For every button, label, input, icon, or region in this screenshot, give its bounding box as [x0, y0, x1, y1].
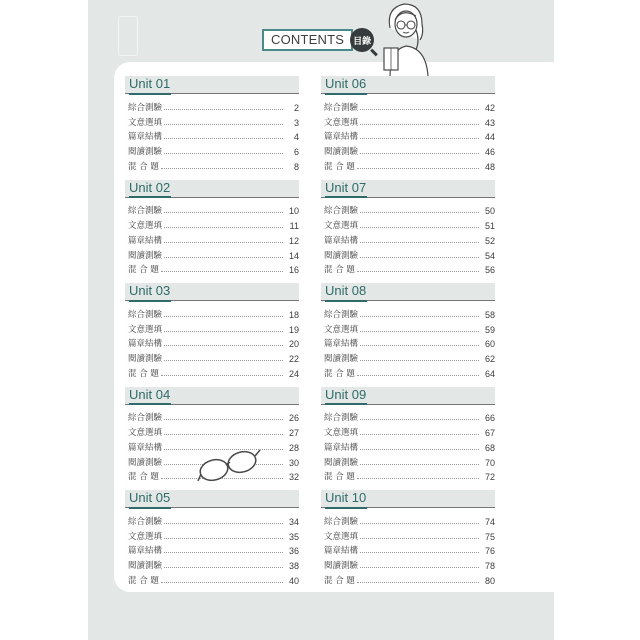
toc-label: 文意選填: [324, 117, 359, 128]
toc-row[interactable]: [321, 364, 495, 379]
toc-label: 篇章結構: [324, 546, 359, 557]
toc-page: 48: [484, 161, 495, 172]
toc-page: 28: [288, 442, 299, 453]
toc-page: 36: [288, 546, 299, 557]
toc-label: 文意選填: [128, 324, 163, 335]
toc-page: 40: [288, 575, 299, 586]
toc-label: 綜合測驗: [128, 413, 163, 424]
toc-label: 文意選填: [128, 117, 163, 128]
toc-page: 19: [288, 324, 299, 335]
unit-header: [321, 76, 495, 94]
magnifier-badge-icon: [350, 28, 374, 52]
toc-row[interactable]: [125, 305, 299, 320]
toc-row[interactable]: [321, 231, 495, 246]
toc-label: 篇章結構: [128, 132, 163, 143]
toc-label: 閱讀測驗: [128, 354, 163, 365]
toc-page: 52: [484, 235, 495, 246]
toc-label: 混 合 題: [324, 575, 355, 586]
toc-row[interactable]: [321, 216, 495, 231]
unit-block: [125, 76, 299, 180]
toc-page: 64: [484, 368, 495, 379]
toc-label: 閱讀測驗: [128, 457, 163, 468]
toc-row[interactable]: [125, 349, 299, 364]
unit-title: Unit 04: [129, 386, 171, 402]
toc-row[interactable]: [125, 335, 299, 350]
toc-label: 綜合測驗: [324, 102, 359, 113]
toc-page: 72: [484, 472, 495, 483]
toc-page: 74: [484, 516, 495, 527]
toc-label: 混 合 題: [324, 368, 355, 379]
toc-page: 54: [484, 250, 495, 261]
toc-page: 11: [289, 221, 299, 232]
toc-label: 混 合 題: [128, 368, 159, 379]
toc-row[interactable]: [321, 438, 495, 453]
toc-label: 混 合 題: [128, 265, 159, 276]
toc-row[interactable]: [125, 128, 299, 143]
toc-label: 閱讀測驗: [324, 147, 359, 158]
toc-label: 閱讀測驗: [324, 354, 359, 365]
toc-page: 26: [288, 413, 299, 424]
unit-header: [125, 490, 299, 508]
toc-page: 16: [288, 265, 299, 276]
toc-row[interactable]: [125, 261, 299, 276]
toc-label: 閱讀測驗: [324, 457, 359, 468]
toc-label: 閱讀測驗: [128, 147, 163, 158]
toc-label: 混 合 題: [324, 161, 355, 172]
toc-page: 42: [484, 102, 495, 113]
toc-page: 44: [484, 132, 495, 143]
toc-row[interactable]: [125, 542, 299, 557]
toc-row[interactable]: [125, 364, 299, 379]
toc-page: 10: [288, 206, 299, 217]
unit-block: [125, 490, 299, 594]
eyeglasses-icon: [196, 446, 262, 486]
toc-page: 66: [484, 413, 495, 424]
toc-row[interactable]: [125, 202, 299, 217]
toc-row[interactable]: [321, 305, 495, 320]
toc-page: 70: [484, 457, 495, 468]
toc-page: 51: [484, 221, 495, 232]
toc-page: 62: [484, 354, 495, 365]
clip-decoration: [118, 16, 138, 56]
toc-page: 34: [288, 516, 299, 527]
toc-page: 32: [288, 472, 299, 483]
toc-row[interactable]: [321, 142, 495, 157]
toc-page: 6: [293, 147, 299, 158]
toc-label: 閱讀測驗: [324, 561, 359, 572]
toc-label: 綜合測驗: [324, 413, 359, 424]
unit-block: [321, 387, 495, 491]
toc-label: 閱讀測驗: [128, 561, 163, 572]
toc-label: 文意選填: [128, 428, 163, 439]
toc-row[interactable]: [125, 216, 299, 231]
toc-label: 篇章結構: [324, 339, 359, 350]
toc-page: 56: [484, 265, 495, 276]
toc-page: 35: [288, 531, 299, 542]
toc-label: 篇章結構: [324, 442, 359, 453]
toc-page: 60: [484, 339, 495, 350]
toc-page: 30: [288, 457, 299, 468]
toc-row[interactable]: [125, 246, 299, 261]
toc-row[interactable]: [321, 335, 495, 350]
badge-label: 目錄: [353, 36, 372, 47]
toc-label: 文意選填: [128, 531, 163, 542]
toc-label: 文意選填: [128, 221, 163, 232]
toc-row[interactable]: [321, 202, 495, 217]
unit-block: [321, 76, 495, 180]
toc-page: 75: [484, 531, 495, 542]
toc-row[interactable]: [125, 423, 299, 438]
toc-page: 2: [293, 102, 299, 113]
toc-page: 59: [484, 324, 495, 335]
toc-label: 綜合測驗: [128, 309, 163, 320]
toc-row[interactable]: [125, 157, 299, 172]
toc-page: 46: [484, 147, 495, 158]
toc-label: 綜合測驗: [128, 206, 163, 217]
toc-row[interactable]: [321, 542, 495, 557]
unit-block: [321, 283, 495, 387]
toc-row[interactable]: [321, 512, 495, 527]
left-column: [125, 76, 299, 594]
toc-row[interactable]: [321, 246, 495, 261]
toc-page: 24: [288, 368, 299, 379]
toc-page: 4: [293, 132, 299, 143]
unit-header: [321, 387, 495, 405]
toc-label: 綜合測驗: [324, 516, 359, 527]
unit-title: Unit 01: [129, 76, 171, 91]
toc-row[interactable]: [125, 98, 299, 113]
unit-block: [321, 490, 495, 594]
unit-block: [125, 180, 299, 284]
toc-page: 43: [484, 117, 495, 128]
toc-label: 篇章結構: [128, 235, 163, 246]
toc-row[interactable]: [321, 527, 495, 542]
toc-label: 文意選填: [324, 324, 359, 335]
unit-title: Unit 10: [325, 490, 367, 505]
toc-page: 50: [484, 206, 495, 217]
toc-row[interactable]: [125, 512, 299, 527]
toc-label: 混 合 題: [324, 265, 355, 276]
toc-label: 混 合 題: [128, 575, 159, 586]
toc-row[interactable]: [125, 142, 299, 157]
toc-row[interactable]: [321, 453, 495, 468]
toc-label: 篇章結構: [128, 339, 163, 350]
toc-row[interactable]: [321, 571, 495, 586]
toc-page: 8: [293, 161, 299, 172]
toc-page: 22: [288, 354, 299, 365]
toc-row[interactable]: [125, 556, 299, 571]
unit-header: [125, 180, 299, 198]
unit-header: [321, 283, 495, 301]
unit-title: Unit 05: [129, 490, 171, 505]
toc-row[interactable]: [321, 556, 495, 571]
contents-label: CONTENTS: [262, 29, 353, 51]
toc-row[interactable]: [321, 320, 495, 335]
toc-label: 綜合測驗: [324, 309, 359, 320]
toc-page: 12: [288, 235, 299, 246]
girl-holding-book-icon: [376, 0, 436, 76]
toc-row[interactable]: [321, 113, 495, 128]
toc-page: 27: [288, 428, 299, 439]
unit-block: [321, 180, 495, 284]
unit-title: Unit 08: [325, 283, 367, 298]
toc-row[interactable]: [321, 261, 495, 276]
toc-label: 閱讀測驗: [128, 250, 163, 261]
toc-row[interactable]: [321, 128, 495, 143]
unit-block: [125, 283, 299, 387]
contents-title: [262, 27, 374, 53]
toc-page: 76: [484, 546, 495, 557]
toc-row[interactable]: [321, 98, 495, 113]
toc-row[interactable]: [125, 527, 299, 542]
toc-label: 文意選填: [324, 531, 359, 542]
toc-row[interactable]: [125, 231, 299, 246]
unit-header: [321, 490, 495, 508]
toc-page: 3: [293, 117, 299, 128]
toc-row[interactable]: [125, 113, 299, 128]
toc-label: 綜合測驗: [128, 516, 163, 527]
toc-label: 文意選填: [324, 221, 359, 232]
toc-row[interactable]: [321, 423, 495, 438]
toc-page: 80: [484, 575, 495, 586]
toc-row[interactable]: [125, 571, 299, 586]
toc-label: 綜合測驗: [128, 102, 163, 113]
toc-page: 14: [288, 250, 299, 261]
toc-row[interactable]: [321, 349, 495, 364]
toc-page: 58: [484, 309, 495, 320]
toc-label: 篇章結構: [128, 546, 163, 557]
toc-row[interactable]: [321, 157, 495, 172]
toc-row[interactable]: [321, 409, 495, 424]
unit-header: [125, 76, 299, 94]
toc-page: 18: [288, 309, 299, 320]
unit-title: Unit 03: [129, 283, 171, 298]
toc-page: 38: [288, 561, 299, 572]
toc-label: 混 合 題: [324, 472, 355, 483]
toc-row[interactable]: [125, 320, 299, 335]
unit-header: [321, 180, 495, 198]
toc-page: 67: [484, 428, 495, 439]
unit-title: Unit 07: [325, 179, 367, 195]
unit-title: Unit 09: [325, 386, 367, 402]
unit-header: [125, 283, 299, 301]
toc-label: 篇章結構: [324, 235, 359, 246]
toc-label: 文意選填: [324, 428, 359, 439]
toc-label: 篇章結構: [324, 132, 359, 143]
toc-label: 篇章結構: [128, 442, 163, 453]
toc-row[interactable]: [125, 409, 299, 424]
toc-label: 混 合 題: [128, 161, 159, 172]
toc-label: 混 合 題: [128, 472, 159, 483]
toc-label: 閱讀測驗: [324, 250, 359, 261]
unit-title: Unit 06: [325, 76, 367, 91]
unit-title: Unit 02: [129, 179, 171, 195]
unit-header: [125, 387, 299, 405]
right-column: [321, 76, 495, 594]
toc-page: 20: [288, 339, 299, 350]
toc-label: 綜合測驗: [324, 206, 359, 217]
toc-page: 78: [484, 561, 495, 572]
toc-page: 68: [484, 442, 495, 453]
toc-row[interactable]: [321, 468, 495, 483]
